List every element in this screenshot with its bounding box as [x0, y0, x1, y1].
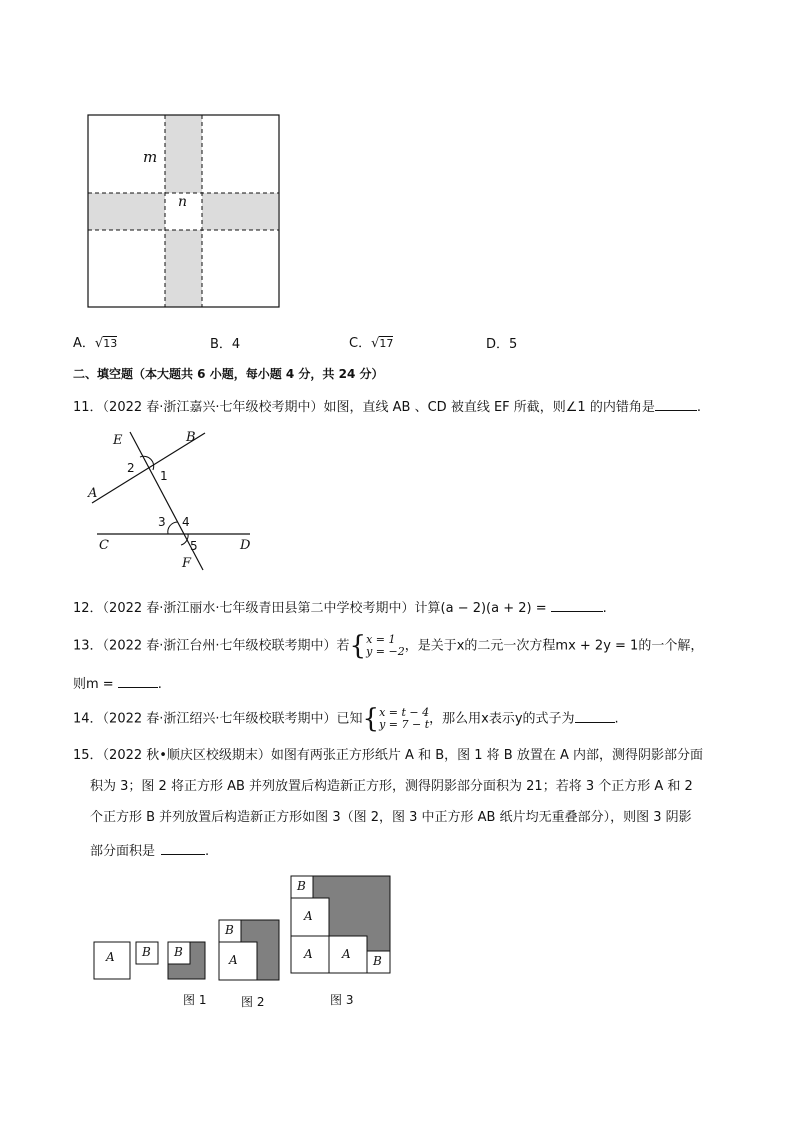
- label-d: D: [240, 538, 251, 553]
- question-11: 11．（2022 春·浙江嘉兴·七年级校考期中）如图，直线 AB 、CD 被直线 EF 所截，则∠1 的内错角是 .: [73, 396, 701, 418]
- fig3-label-b-top: B: [297, 879, 306, 893]
- caption-fig2: 图 2: [241, 995, 265, 1009]
- fig2-label-a: A: [229, 953, 238, 967]
- question-14: 14．（2022 春·浙江绍兴·七年级校联考期中）已知{ x = t − 4 y = 7 − t ，那么用x表示y的式子为 .: [73, 704, 619, 734]
- option-c: C．√17: [349, 336, 394, 351]
- question-13-line2: 则m = .: [73, 673, 162, 695]
- fig1-label-b-inner: B: [174, 945, 183, 959]
- label-n: n: [178, 194, 188, 210]
- angle-3: 3: [158, 515, 166, 529]
- caption-fig1: 图 1: [183, 993, 207, 1007]
- option-a: A．√13: [73, 336, 118, 351]
- caption-fig3: 图 3: [330, 993, 354, 1007]
- fig1-label-a: A: [106, 950, 115, 964]
- option-b: B．4: [210, 337, 241, 352]
- angle-1: 1: [160, 469, 168, 483]
- question-15-line2: 积为 3；图 2 将正方形 AB 并列放置后构造新正方形，测得阴影部分面积为 21；若将 3 个正方形 A 和 2: [90, 779, 693, 794]
- label-b: B: [186, 430, 196, 445]
- fig3-label-b-bottom: B: [373, 954, 382, 968]
- angle-5: 5: [190, 539, 198, 553]
- angle-4: 4: [182, 515, 190, 529]
- fig3-label-a3: A: [342, 947, 351, 961]
- option-d: D．5: [486, 337, 518, 352]
- section-heading: 二、填空题（本大题共 6 小题，每小题 4 分，共 24 分）: [73, 367, 384, 381]
- fig3-label-a2: A: [304, 947, 313, 961]
- label-m: m: [143, 148, 158, 166]
- label-a: A: [88, 486, 98, 501]
- question-15-line1: 15．（2022 秋•顺庆区校级期末）如图有两张正方形纸片 A 和 B，图 1 将 B 放置在 A 内部，测得阴影部分面: [73, 748, 704, 763]
- fig2-label-b: B: [225, 923, 234, 937]
- question-13: 13．（2022 春·浙江台州·七年级校联考期中）若{ x = 1 y = −2 ，是关于x的二元一次方程mx + 2y = 1的一个解，: [73, 631, 704, 661]
- fig1-label-b: B: [142, 945, 151, 959]
- label-c: C: [99, 538, 109, 553]
- label-f: F: [182, 556, 192, 571]
- question-12: 12．（2022 春·浙江丽水·七年级青田县第二中学校考期中）计算(a − 2)(a + 2) = .: [73, 597, 607, 619]
- fig3-label-a1: A: [304, 909, 313, 923]
- angle-2: 2: [127, 461, 135, 475]
- question-15-line4: 部分面积是 .: [90, 840, 209, 862]
- question-15-line3: 个正方形 B 并列放置后构造新正方形如图 3（图 2，图 3 中正方形 AB 纸片均无重叠部分），则图 3 阴影: [90, 810, 692, 825]
- label-e: E: [113, 433, 123, 448]
